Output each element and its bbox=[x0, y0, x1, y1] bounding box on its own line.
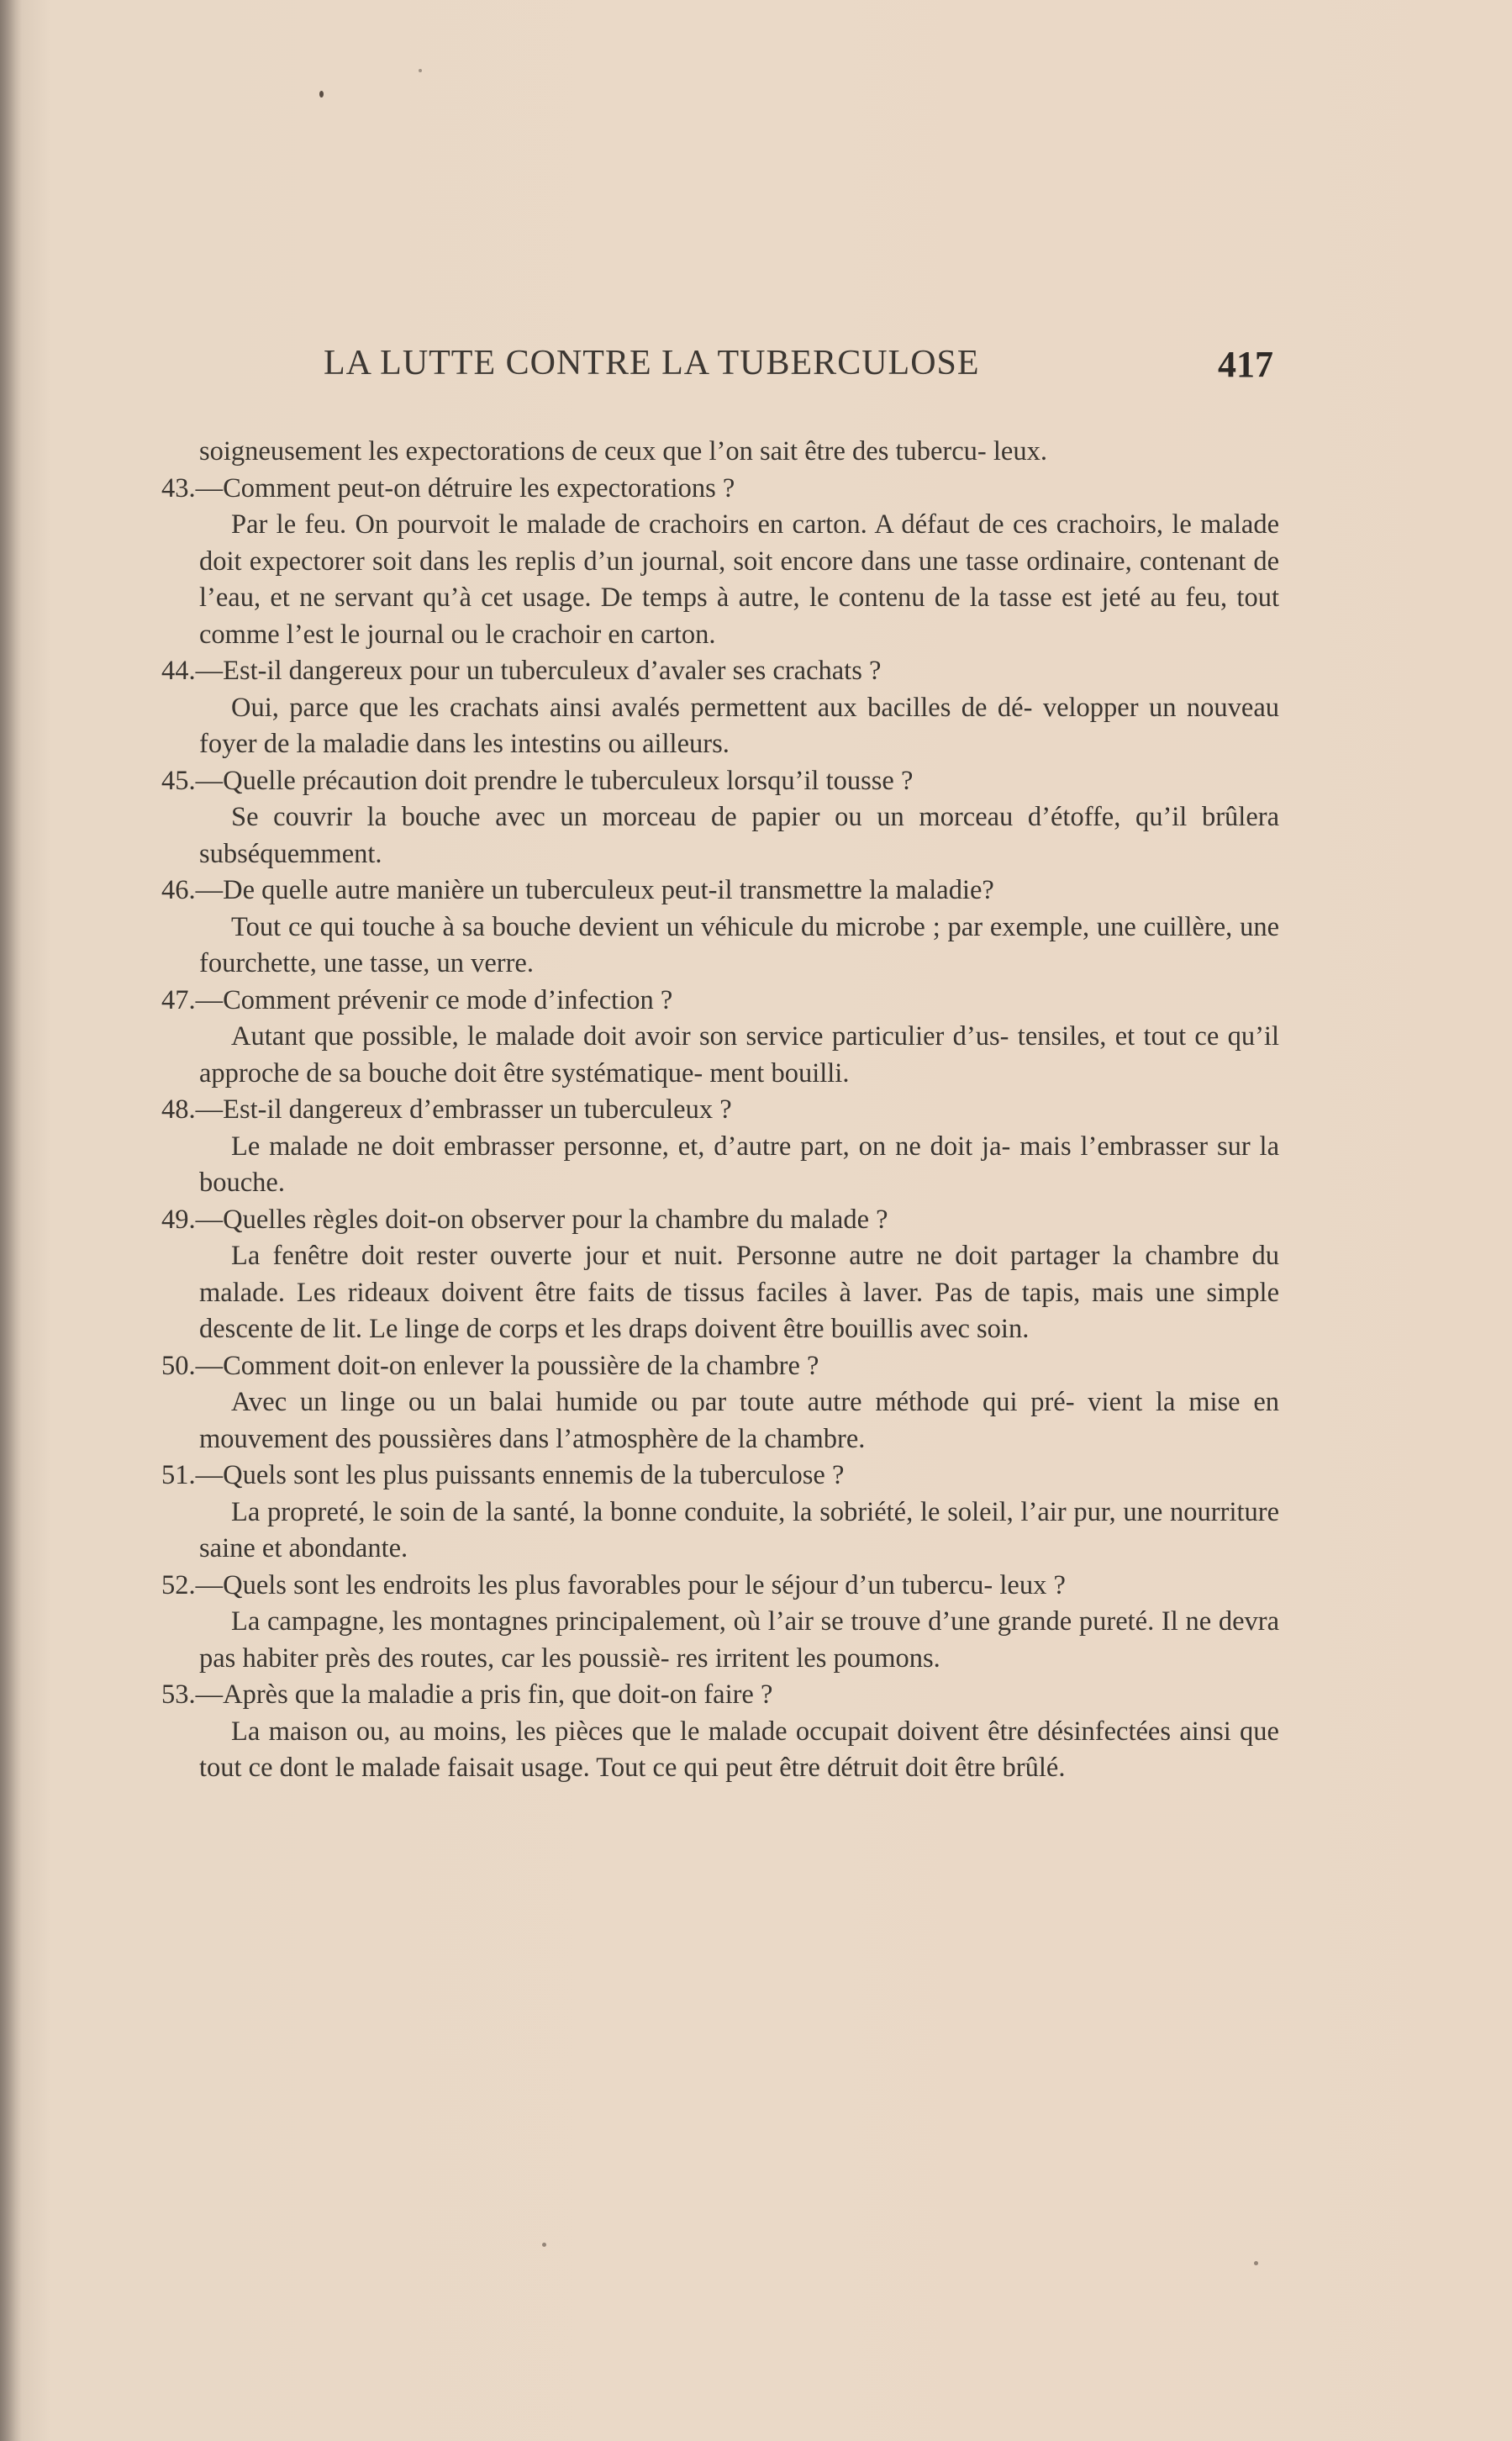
page-number: 417 bbox=[1218, 344, 1273, 385]
paper-speck bbox=[1254, 2261, 1258, 2265]
answer-49: La fenêtre doit rester ouverte jour et nuit. Personne autre ne doit partager la chambre du malade. Les rideaux doivent être faits de tissus faciles à laver. Pas de tapis, mais une simple descente de lit. Le linge de corps et les draps doivent être bouillis avec soin. bbox=[199, 1241, 1279, 1344]
answer-52: La campagne, les montagnes principalement, où l’air se trouve d’une grande pureté. Il ne devra pas habiter près des routes, car les poussiè- res irritent les poumons. bbox=[199, 1606, 1279, 1674]
paper-speck bbox=[419, 69, 422, 72]
answer-46: Tout ce qui touche à sa bouche devient un véhicule du microbe ; par exemple, une cuillère, une fourchette, une tasse, un verre. bbox=[199, 911, 1279, 978]
running-title: LA LUTTE CONTRE LA TUBERCULOSE bbox=[324, 344, 980, 382]
answer-51: La propreté, le soin de la santé, la bonne conduite, la sobriété, le soleil, l’air pur, une nourriture saine et abondante. bbox=[199, 1496, 1279, 1563]
paper-speck bbox=[319, 91, 324, 98]
continuation-paragraph: soigneusement les expectorations de ceux que l’on sait être des tubercu- leux. bbox=[199, 436, 1047, 467]
answer-44: Oui, parce que les crachats ainsi avalés permettent aux bacilles de dé- velopper un nouveau foyer de la maladie dans les intestins ou ailleurs. bbox=[199, 692, 1279, 759]
answer-48: Le malade ne doit embrasser personne, et, d’autre part, on ne doit ja- mais l’embrasser sur la bouche. bbox=[199, 1131, 1279, 1198]
answer-53: La maison ou, au moins, les pièces que le malade occupait doivent être désinfectées ainsi que tout ce dont le malade faisait usage. Tout ce qui peut être détruit doit être brûlé. bbox=[199, 1716, 1279, 1783]
question-43: 43.—Comment peut-on détruire les expectorations ? bbox=[161, 472, 735, 503]
question-46: 46.—De quelle autre manière un tuberculeux peut-il transmettre la maladie? bbox=[161, 875, 994, 905]
answer-50: Avec un linge ou un balai humide ou par toute autre méthode qui pré- vient la mise en mouvement des poussières dans l’atmosphère de la chambre. bbox=[199, 1387, 1279, 1454]
question-48: 48.—Est-il dangereux d’embrasser un tuberculeux ? bbox=[161, 1094, 732, 1125]
question-44: 44.—Est-il dangereux pour un tuberculeux d’avaler ses crachats ? bbox=[161, 656, 882, 686]
question-47: 47.—Comment prévenir ce mode d’infection ? bbox=[161, 984, 673, 1015]
answer-45: Se couvrir la bouche avec un morceau de papier ou un morceau d’étoffe, qu’il brûlera subséquemment. bbox=[199, 802, 1279, 869]
binding-shadow bbox=[0, 0, 22, 2441]
page-body bbox=[161, 434, 1279, 1787]
question-51: 51.—Quels sont les plus puissants ennemis de la tuberculose ? bbox=[161, 1460, 845, 1490]
question-45: 45.—Quelle précaution doit prendre le tuberculeux lorsqu’il tousse ? bbox=[161, 765, 914, 796]
page-header bbox=[324, 343, 1273, 393]
question-49: 49.—Quelles règles doit-on observer pour la chambre du malade ? bbox=[161, 1204, 888, 1235]
answer-47: Autant que possible, le malade doit avoir son service particulier d’us- tensiles, et tout ce qu’il approche de sa bouche doit être systématique- ment bouilli. bbox=[199, 1021, 1279, 1089]
question-52: 52.—Quels sont les endroits les plus favorables pour le séjour d’un tubercu- leux ? bbox=[161, 1569, 1066, 1600]
question-50: 50.—Comment doit-on enlever la poussière de la chambre ? bbox=[161, 1350, 819, 1381]
answer-43: Par le feu. On pourvoit le malade de crachoirs en carton. A défaut de ces crachoirs, le malade doit expectorer soit dans les replis d’un journal, soit encore dans une tasse ordinaire, contenant de l’eau, et ne servant qu’à cet usage. De temps à autre, le contenu de la tasse est jeté au feu, tout comme l’est le journal ou le crachoir en carton. bbox=[199, 509, 1279, 650]
paper-speck bbox=[542, 2243, 546, 2247]
question-53: 53.—Après que la maladie a pris fin, que doit-on faire ? bbox=[161, 1679, 773, 1710]
